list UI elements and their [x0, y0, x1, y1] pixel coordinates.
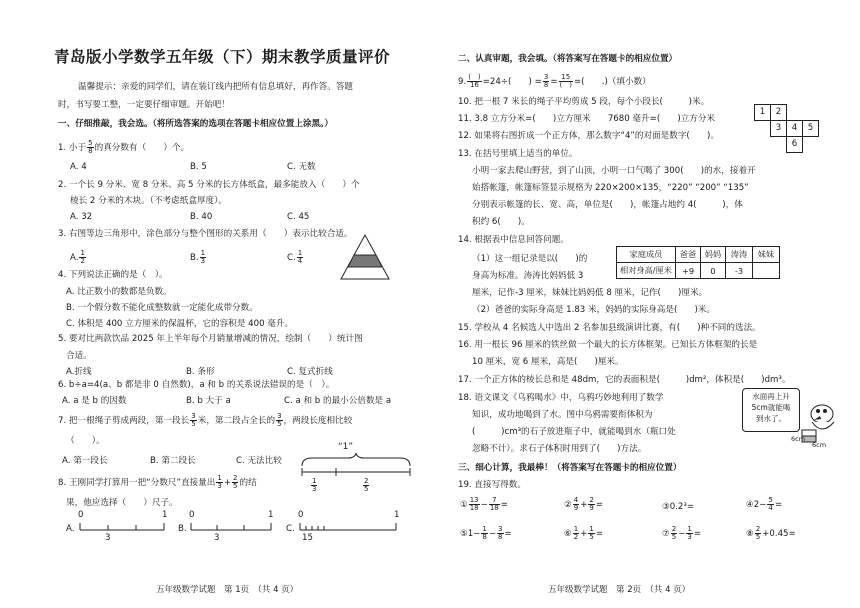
section-2-heading: 二、认真审题，我会填。（将答案写在答题卡的相应位置）	[458, 54, 678, 64]
question-10: 10. 把一根 7 米长的绳子平均剪成 5 段，每个小段长( )米。	[458, 97, 710, 107]
ruler-b-one: 1	[268, 510, 274, 520]
page-footer: 五年级数学试题 第 2页 （共 4 页）	[548, 585, 691, 595]
question-2-line-2: 棱长 2 分米的木块。（不考虑纸盒厚度）。	[70, 196, 228, 206]
fraction: $\frac{5}{8}$	[88, 139, 93, 155]
tip-line-2: 时，书写要工整，一定要仔细审题。开始吧！	[58, 100, 230, 110]
q4-option-a: A. 比正数小的数都是负数。	[66, 287, 172, 297]
page-2	[430, 0, 860, 608]
q5-option-a: A.折线	[66, 367, 92, 377]
question-14-line-3: 身高为标准。涛涛比妈妈低 3	[472, 271, 584, 281]
q3-option-c: C. $\frac{1}{4}$	[287, 249, 303, 265]
q4-option-c: C. 体积是 400 立方厘米的保温杯，它的容积是 400 毫升。	[66, 319, 294, 329]
question-16-line-2: 10 厘米，宽 6 厘米，高是( )厘米。	[472, 357, 624, 367]
brace-diagram	[300, 452, 412, 478]
ruler-a	[78, 520, 168, 534]
exam-title: 青岛版小学数学五年级（下）期末教学质量评价	[54, 48, 391, 66]
brace-fraction-2: $\frac{2}{5}$	[364, 477, 369, 493]
ruler-c	[298, 520, 400, 534]
cube-net: 1 2 3 4 5 6	[754, 104, 830, 152]
ruler-a-one: 1	[162, 510, 168, 520]
q3-option-a: A. $\frac{1}{2}$	[70, 249, 85, 265]
question-2-line-1: 2. 一个长 9 分米、宽 8 分米、高 5 分米的长方体纸盒，最多能放入（ ）个	[58, 180, 360, 190]
calc-item-6: ⑥ $\frac{1}{2}$ + $\frac{1}{5}$ =	[564, 525, 604, 541]
crow-bottle-illustration	[800, 396, 840, 444]
calc-item-7: ⑦ $\frac{2}{5}$ − $\frac{1}{3}$ =	[662, 525, 702, 541]
question-3: 3. 右图等边三角形中，涂色部分与整个图形的关系用（ ）表示比较合适。	[58, 229, 353, 239]
q5-option-b: B. 条形	[186, 367, 215, 377]
ruler-c-label: C.	[286, 524, 295, 534]
calc-item-3: ③0.2³=	[662, 502, 695, 512]
ruler-c-mark: 15	[302, 533, 313, 543]
dimension-label-2: 6cm	[812, 441, 827, 449]
question-8: 8. 王刚同学打算用一把“分数尺”直接量出 $\frac{1}{3}$ + $\frac{2}{5}$ 的结	[58, 474, 257, 490]
ruler-b-mark: 3	[214, 533, 220, 543]
q4-option-b: B. 一个假分数不能化成整数就一定能化成带分数。	[66, 303, 258, 313]
question-13: 13. 在括号里填上适当的单位。	[458, 149, 578, 159]
question-13-line-5: 积约 6( )。	[472, 217, 530, 227]
question-14-line-5: （2）爸爸的实际身高是 1.83 米，妈妈的实际身高是( )米。	[472, 305, 716, 315]
question-7: 7. 把一根绳子剪成两段，第一段长 $\frac{3}{5}$ 米，第二段占全长的 $\frac{3}{5}$ ，两段长度相比较	[58, 412, 353, 428]
question-18-line-2: 知识，成功地喝到了水。图中乌鸦需要衔体积为	[472, 410, 653, 420]
question-13-line-2: 小明一家去爬山野营，到了山顶，小明一口气喝了 300( )的水，接着开	[472, 166, 756, 176]
ruler-c-zero: 0	[298, 510, 304, 520]
question-7-line-2: （ ）。	[66, 436, 105, 446]
q6-option-b: B. b 大于 a	[186, 396, 231, 406]
q7-option-b: B. 第二段长	[150, 456, 196, 466]
q1-option-a: A. 4	[70, 162, 87, 172]
dimension-label-1: 6cm	[791, 435, 806, 443]
ruler-a-label: A.	[66, 524, 75, 534]
family-height-table	[616, 246, 780, 279]
speech-bubble: 水面再上升 5cm就能喝 到水了。	[742, 388, 800, 432]
calc-item-8: ⑧ $\frac{2}{5}$ +0.45=	[746, 525, 796, 541]
question-11: 11. 3.8 立方分米=( )立方厘米 7680 毫升=( )立方分米	[458, 114, 716, 124]
calc-item-4: ④2− $\frac{5}{4}$ =	[746, 496, 783, 512]
calc-item-1: ① $\frac{13}{18}$ − $\frac{7}{18}$ =	[460, 496, 508, 512]
q7-option-a: A. 第一段长	[62, 456, 108, 466]
ruler-b-label: B.	[178, 524, 187, 534]
question-13-line-3: 始搭帐篷，帐篷标签显示规格为 220×200×135，“220” “200” “135”	[472, 183, 749, 193]
q6-option-c: C. a 和 b 的最小公倍数是 a	[284, 396, 392, 406]
ruler-b-zero: 0	[189, 510, 195, 520]
question-18-line-4: 忽略不计）。求石子体积时用到了( )方法。	[472, 444, 647, 454]
calc-item-2: ② $\frac{4}{9}$ + $\frac{2}{9}$ =	[564, 496, 604, 512]
question-12: 12. 如果将右图折成一个正方体，那么数字“4”的对面是数字( )。	[458, 131, 719, 141]
section-1-heading: 一、仔细推敲，我会选。（将所选答案的选项在答题卡相应位置上涂黑。）	[58, 119, 333, 129]
table-header-row: 家庭成员 爸爸 妈妈 涛涛 妹妹	[617, 247, 780, 263]
question-6: 6. b÷a=4(a、b 都是非 0 自然数)，a 和 b 的关系说法错误的是（ ）。	[58, 380, 335, 390]
q5-option-c: C. 复式折线	[287, 367, 333, 377]
brace-label: “1”	[338, 442, 354, 452]
question-13-line-4: 分别表示帐篷的长、宽、高，单位是( )，帐篷占地约 4( )，体	[472, 200, 743, 210]
page-footer: 五年级数学试题 第 1页 （共 4 页）	[156, 585, 299, 595]
q2-option-c: C. 45	[287, 212, 310, 222]
brace-fraction-1: $\frac{1}{3}$	[312, 477, 317, 493]
question-16-line-1: 16. 用一根长 96 厘米的铁丝做一个最大的长方体框架。已知长方体框架的长是	[458, 340, 758, 350]
tip-line-1: 温馨提示：亲爱的同学们，请在装订线内把所有信息填好，再作答。答题	[78, 82, 354, 92]
question-18-line-1: 18. 语文课文《乌鸦喝水》中，乌鸦巧妙地利用了数学	[458, 393, 664, 403]
q1-option-b: B. 5	[190, 162, 207, 172]
question-14-line-2: （1）这一组记录是以( )的	[472, 254, 588, 264]
q3-option-b: B. $\frac{1}{3}$	[190, 249, 206, 265]
question-14: 14. 根据表中信息回答问题。	[458, 235, 569, 245]
question-17: 17. 一个正方体的棱长总和是 48dm，它的表面积是( )dm²，体积是( )dm³。	[458, 375, 791, 385]
ruler-b	[189, 520, 275, 534]
question-5-line-1: 5. 要对比两款饮品 2025 年上半年每个月销量增减的情况，绘制（ ）统计图	[58, 334, 363, 344]
question-19: 19. 直接写得数。	[458, 480, 526, 490]
calc-item-5: ⑤1− $\frac{1}{8}$ − $\frac{3}{8}$ =	[460, 525, 512, 541]
q1-option-c: C. 无数	[287, 162, 316, 172]
question-1: 1. 小于 $\frac{5}{8}$ 的真分数有（ ）个。	[58, 139, 190, 155]
table-row: 相对身高/厘米 +9 0 -3	[617, 263, 780, 279]
question-18-line-3: ( )cm³的石子放进瓶子中，就能喝到水（瓶口处	[472, 427, 676, 437]
section-3-heading: 三、细心计算，我最棒！（将答案写在答题卡的相应位置）	[458, 463, 682, 473]
q2-option-b: B. 40	[190, 212, 213, 222]
q2-option-a: A. 32	[70, 212, 93, 222]
ruler-a-mark: 3	[105, 533, 111, 543]
triangle-figure	[340, 233, 390, 281]
question-9: 9. $\frac{( )}{16}$ =24÷( ) = $\frac{3}{8}$ = $\frac{15}{( )}$ =( .)（填小数）	[458, 73, 651, 89]
ruler-a-zero: 0	[78, 510, 84, 520]
ruler-c-one: 1	[394, 510, 400, 520]
q6-option-a: A. a 是 b 的因数	[62, 396, 127, 406]
question-4: 4. 下列说法正确的是（ ）。	[58, 270, 168, 280]
q7-option-c: C. 无法比较	[236, 456, 282, 466]
question-15: 15. 学校从 4 名候选人中选出 2 名参加县级演讲比赛，有( )种不同的选法。	[458, 323, 761, 333]
question-5-line-2: 合适。	[66, 351, 92, 361]
question-14-line-4: 厘米，记作-3 厘米，妹妹比妈妈低 8 厘米，记作( )厘米。	[472, 288, 708, 298]
question-8-line-2: 果，他应选择（ ）尺子。	[66, 498, 178, 508]
